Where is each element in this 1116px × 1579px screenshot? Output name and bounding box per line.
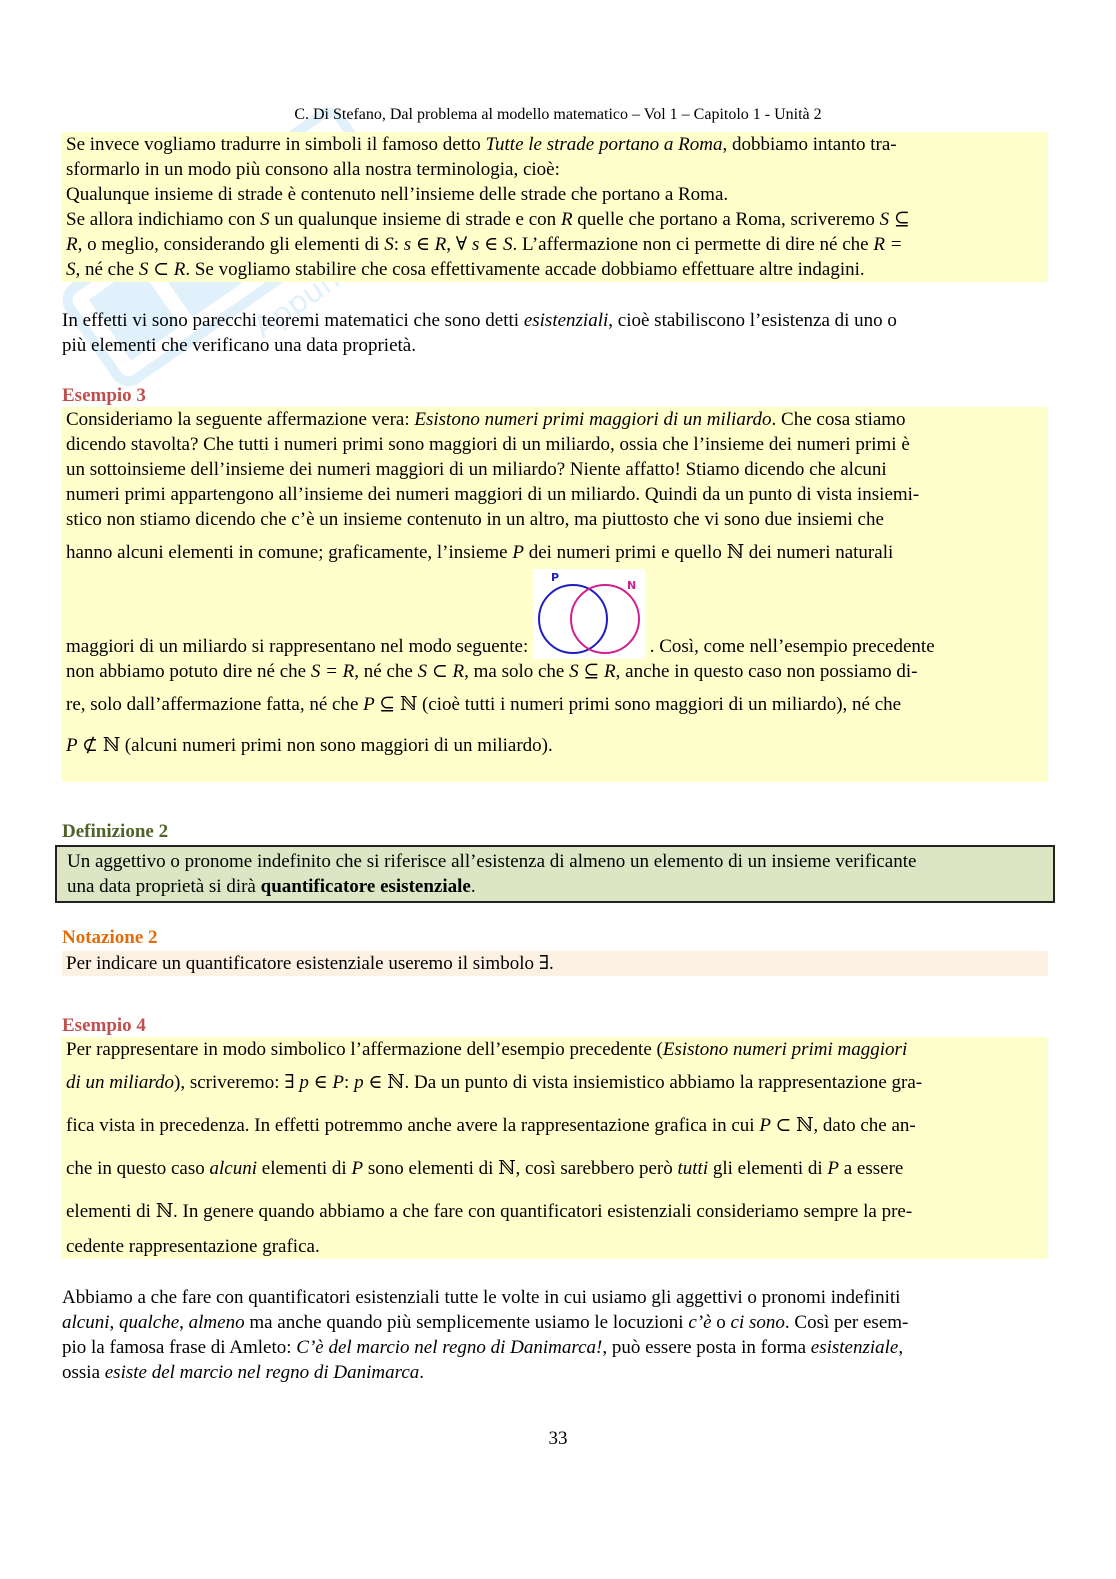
- closing-paragraph: Abbiamo a che fare con quantificatori esistenziali tutte le volte in cui usiamo gli aggettivi o pronomi indefiniti alcuni, qualche, almeno ma anche quando più semplicemente usiamo le locuzioni c’è o ci sono. Così per esem- pio la famosa frase di Amleto: C’è del marcio nel regno di Danimarca!, può essere posta in forma esistenziale, ossia esiste del marcio nel regno di Danimarca.: [62, 1287, 909, 1383]
- example-4-body: Per rappresentare in modo simbolico l’affermazione dell’esempio precedente (Esistono numeri primi maggiori di un miliardo), scriveremo: ∃ p ∈ P: p ∈ ℕ. Da un punto di vista insiemistico abbiamo la rappresentazione gra- fica vista in precedenza. In effetti potremmo anche avere la rappresentazione grafica in cui P ⊂ ℕ, dato che an- che in questo caso alcuni elementi di P sono elementi di ℕ, così sarebbero però tutti gli elementi di P a essere elementi di ℕ. In genere quando abbiamo a che fare con quantificatori esistenziali consideriamo sempre la pre- cedente rappresentazione grafica.: [62, 1037, 1048, 1259]
- definition-2-title: Definizione 2: [62, 821, 169, 842]
- existential-paragraph: In effetti vi sono parecchi teoremi matematici che sono detti esistenziali, cioè stabiliscono l’esistenza di uno o più elementi che verificano una data proprietà.: [62, 310, 897, 356]
- venn-label-n: N: [626, 579, 637, 592]
- page-header: C. Di Stefano, Dal problema al modello matematico – Vol 1 – Capitolo 1 - Unità 2: [294, 106, 822, 123]
- notation-2-body: Per indicare un quantificatore esistenziale useremo il simbolo ∃.: [62, 951, 1048, 976]
- example-3-title: Esempio 3: [62, 385, 146, 406]
- venn-diagram: [533, 569, 645, 659]
- example-4-title: Esempio 4: [62, 1015, 146, 1036]
- example-3-body: Consideriamo la seguente affermazione vera: Esistono numeri primi maggiori di un miliardo. Che cosa stiamo dicendo stavolta? Che tutti i numeri primi sono maggiori di un miliardo, ossia che l’insieme dei numeri primi è un sottoinsieme dell’insieme dei numeri maggiori di un miliardo? Niente affatto! Stiamo dicendo che alcuni numeri primi appartengono all’insieme dei numeri maggiori di un miliardo. Quindi da un punto di vista insiemi- stico non stiamo dicendo che c’è un insieme contenuto in un altro, ma piuttosto che vi sono due insiemi che hanno alcuni elementi in comune; graficamente, l’insieme P dei numeri primi e quello ℕ dei numeri naturali maggiori di un miliardo si rappresentano nel modo seguente: P N . Così, come nell’esempio precedente non abbiamo potuto dire né che S = R, né che S ⊂ R, ma solo che S ⊆ R, anche in questo caso non possiamo di- re, solo dall’affermazione fatta, né che P ⊆ ℕ (cioè tutti i numeri primi sono maggiori di un miliardo), né che P ⊄ ℕ (alcuni numeri primi non sono maggiori di un miliardo).: [62, 407, 1048, 782]
- definition-2-box: Un aggettivo o pronome indefinito che si riferisce all’esistenza di almeno un elemento di un insieme verificante una data proprietà si dirà quantificatore esistenziale.: [55, 845, 1055, 903]
- page-number: 33: [548, 1428, 568, 1449]
- intro-paragraph: Se invece vogliamo tradurre in simboli il famoso detto Tutte le strade portano a Roma, dobbiamo intanto tra- sformarlo in un modo più consono alla nostra terminologia, cioè: Qualunque insieme di strade è contenuto nell’insieme delle strade che portano a Roma. Se allora indichiamo con S un qualunque insieme di strade e con R quelle che portano a Roma, scriveremo S ⊆ R, o meglio, considerando gli elementi di S: s ∈ R, ∀ s ∈ S. L’affermazione non ci permette di dire né che R = S, né che S ⊂ R. Se vogliamo stabilire che cosa effettivamente accade dobbiamo effettuare altre indagini.: [62, 132, 1048, 282]
- notation-2-title: Notazione 2: [62, 927, 158, 948]
- venn-label-p: P: [550, 571, 560, 584]
